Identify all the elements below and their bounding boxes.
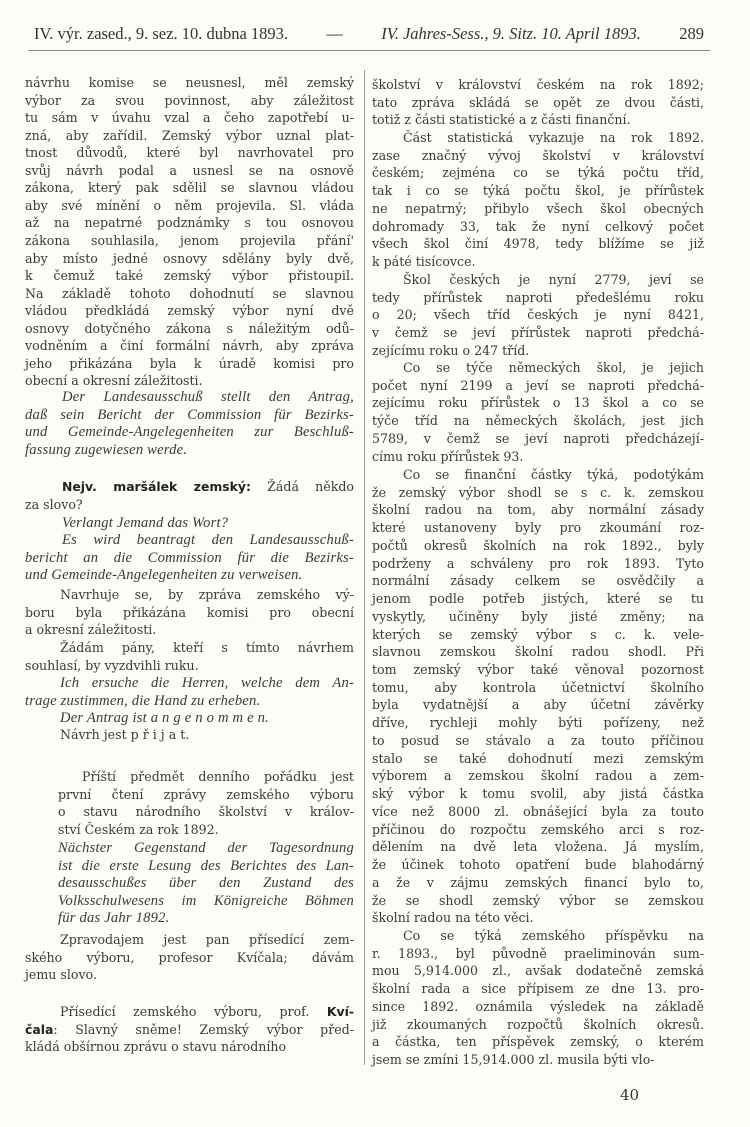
text-line: für das Jahr 1892. — [58, 910, 170, 927]
text-line: výbor za svou povinnost, aby záležitost — [25, 92, 354, 108]
text-line: o stavu národního školství v králov- — [58, 804, 354, 820]
text-line: desausschußes über den Zustand des — [58, 875, 354, 892]
text-line — [25, 1021, 354, 1039]
text-line: Zpravodajem jest pan přísedící zem- — [60, 932, 354, 947]
text-line: ne nepatrný; přibylo všech škol obecných — [372, 200, 704, 216]
text-line: Verlangt Jemand das Wort? — [62, 515, 229, 531]
text-line: jemu slovo. — [25, 967, 97, 983]
text-line: slavnou zemskou školní radou shodl. Při — [372, 644, 704, 660]
text-line: aby místo jedné osnovy sdělány byly dvě, — [25, 250, 354, 266]
text-line: 5789, v čemž se jeví naproti předcházejí- — [372, 430, 704, 446]
text-line: fassung zugewiesen werde. — [25, 441, 188, 458]
text-line: mou 5,914.000 zl., avšak dodatečně zemská — [372, 963, 704, 979]
text-line: Navrhuje se, by zpráva zemského vý- — [60, 587, 354, 602]
text-line: výborem a zemskou školní radou a zem- — [372, 768, 704, 784]
text-line: vládou předkládá zemský výbor nyní dvě — [25, 303, 354, 319]
text-line: dělením na dvě leta vložena. Já myslím, — [372, 839, 704, 855]
text-line: ist die erste Lesung des Berichtes des Lan- — [58, 857, 354, 874]
text-line: kládá obšírnou zprávu o stavu národního — [25, 1039, 287, 1055]
text-segment: : Slavný sněme! Zemský výbor před- — [53, 1021, 354, 1037]
text-line: k páté tisícovce. — [372, 254, 476, 270]
text-line: daß sein Bericht der Commission für Bezirks- — [25, 406, 354, 423]
text-line: týče tříd na německých školách, jest jich — [372, 413, 704, 429]
text-line: totiž z části statistické a z části finanční. — [372, 112, 631, 128]
text-line: návrhu komise se neusnesl, měl zemský — [25, 75, 354, 90]
text-line: podrženy a schváleny pro rok 1893. Tyto — [372, 555, 704, 571]
signature-mark: 40 — [620, 1086, 640, 1104]
text-line: zákona, který pak sdělil se slavnou vládou — [25, 180, 354, 196]
text-line: bericht an die Commission für die Bezirks- — [25, 549, 354, 566]
text-line: a okresní záležitosti. — [25, 622, 157, 638]
text-line: že zemský výbor shodl se s c. k. zemskou — [372, 484, 704, 500]
text-line: Es wird beantragt den Landesausschuß- — [62, 532, 354, 548]
text-segment: Přísedící zemského výboru, prof. — [60, 1004, 327, 1019]
text-line: že účinek tohoto opatření bude blahodárný — [372, 857, 704, 873]
text-line — [60, 1003, 354, 1021]
text-line: jeho přikázána byla k úradě komisi pro — [25, 355, 354, 371]
text-line: zejícímu roku přírůstek o 13 škol a co se — [372, 395, 704, 411]
text-line: osnovy dotyčného zákona s náležitým odů- — [25, 320, 354, 336]
text-line: normální zásady celkem se osvědčily a — [372, 573, 704, 589]
running-header — [34, 24, 704, 46]
text-line: vyskytly, učiněny byly jisté změny; na — [372, 608, 704, 624]
text-line: zase značný vývoj školství v království — [372, 147, 704, 163]
text-line: to posud se stávalo a za touto příčinou — [372, 732, 704, 748]
text-line: Část statistická vykazuje na rok 1892. — [403, 130, 704, 145]
text-line: obecní a okresní záležitosti. — [25, 373, 203, 389]
text-line: kterých se zemský výbor s c. k. vele- — [372, 626, 704, 642]
text-line: které ustanoveny byly pro zkoumání roz- — [372, 520, 704, 536]
text-line: o 20; všech tříd českých je nyní 8421, — [372, 307, 704, 323]
text-line: tato zpráva skládá se opět ze dvou části, — [372, 94, 704, 110]
text-line: Co se týká zemského příspěvku na — [403, 928, 704, 943]
text-line: zejícímu roku o 247 tříd. — [372, 342, 530, 358]
text-line: Ich ersuche die Herren, welche dem An- — [60, 675, 354, 691]
text-line: Co se týče německých škol, je jejich — [403, 360, 704, 375]
text-line: k čemuž také zemský výbor přistoupil. — [25, 268, 354, 284]
column-divider — [364, 70, 365, 1065]
text-line: jsem se zmíni 15,914.000 zl. musila býti vlo- — [372, 1052, 655, 1068]
text-line: címu roku přírůstek 93. — [372, 448, 524, 464]
text-line: tomu, aby kontrola účetnictví školního — [372, 679, 704, 695]
text-line: und Gemeinde-Angelegenheiten zu verweisen. — [25, 567, 303, 584]
text-line: dříve, rychleji mohly býti pořízeny, než — [372, 715, 704, 731]
text-line: Nächster Gegenstand der Tagesordnung — [58, 840, 354, 856]
text-line: v čemž se jeví přírůstek naproti předchá- — [372, 325, 704, 341]
text-line: Der Landesausschuß stellt den Antrag, — [62, 389, 354, 405]
text-line: a že v zájmu zemských financí bylo to, — [372, 874, 704, 890]
text-line: jenom podle potřeb jistých, které se tu — [372, 591, 704, 607]
header-german: IV. Jahres-Sess., 9. Sitz. 10. April 1893. — [381, 24, 641, 43]
text-line: tnost důvodů, které byl navrhovatel pro — [25, 145, 354, 161]
text-line: aby své mínění o něm projevila. Sl. vláda — [25, 197, 354, 213]
text-line: tedy přírůstek naproti předešlému roku — [372, 289, 704, 305]
text-line: Návrh jest p ř i j a t. — [60, 727, 190, 742]
text-line: Co se finanční částky týká, podotýkám — [403, 467, 704, 482]
speaker-name: Kví- — [326, 1004, 354, 1019]
text-line: vodněním a činí formální návrh, aby zpráva — [25, 338, 354, 354]
text-line: tak i co se týká počtu škol, je přírůstek — [372, 183, 704, 199]
text-line: Žádám pány, kteří s tímto návrhem — [60, 640, 354, 655]
header-rule — [28, 50, 710, 51]
text-line: počet nyní 2199 a jeví se naproti předchá- — [372, 377, 704, 393]
text-line: Volksschulwesens im Königreiche Böhmen — [58, 892, 354, 909]
text-line: již zkoumaných rozpočtů školních okresů. — [372, 1016, 704, 1032]
text-line: ského výboru, profesor Kvíčala; dávám — [25, 949, 354, 965]
text-line: první čtení zprávy zemského výboru — [58, 786, 354, 802]
header-czech: IV. výr. zased., 9. sez. 10. dubna 1893. — [34, 24, 289, 43]
text-line: boru byla přikázána komisi pro obecní — [25, 604, 354, 620]
text-line: svůj návrh podal a usnesl se na osnově — [25, 162, 354, 178]
text-line: za slovo? — [25, 496, 83, 512]
text-line: Na základě tohoto dohodnutí se slavnou — [25, 285, 354, 301]
text-line: a částka, ten příspěvek zemský, o kterém — [372, 1034, 704, 1050]
speaker-name: čala — [25, 1021, 54, 1037]
text-line: souhlasí, by vyzdvihli ruku. — [25, 657, 199, 673]
page-number: 289 — [679, 24, 704, 43]
text-line: školní radou na této věci. — [372, 910, 534, 926]
text-line: ství Českém za rok 1892. — [58, 821, 219, 837]
header-dash: — — [326, 24, 343, 43]
text-line: českém; zejména co se týká počtu tříd, — [372, 165, 704, 181]
text-line: und Gemeinde-Angelegenheiten zur Beschluß- — [25, 424, 354, 441]
text-line: školní rada a sice přípisem ze dne 13. pro- — [372, 981, 704, 997]
text-line: dohromady 33, tak že nyní celkový počet — [372, 218, 704, 234]
text-line: Škol českých je nyní 2779, jeví se — [403, 272, 704, 287]
text-line: příčinou do rozpočtu zemského arci s roz- — [372, 821, 704, 837]
text-line: stalo se také dohodnutí mezi zemským — [372, 750, 704, 766]
text-line: všech škol činí 4978, tedy blížíme se již — [372, 236, 704, 252]
text-line: tom zemský výbor také věnoval pozornost — [372, 662, 704, 678]
text-line: zákona souhlasila, jenom projevila přání' — [25, 232, 354, 248]
text-line: Der Antrag ist a n g e n o m m e n. — [60, 710, 270, 726]
text-line: trage zustimmen, die Hand zu erheben. — [25, 692, 261, 709]
text-segment: Žádá někdo — [250, 479, 354, 494]
text-line: tu sám v úvahu vzal a čeho zapotřebí u- — [25, 110, 354, 126]
text-line: byla vydatnější a aby účetní závěrky — [372, 697, 704, 713]
text-line: více než 8000 zl. obnášející byla za touto — [372, 803, 704, 819]
text-line: since 1892. oznámila výsledek na základě — [372, 998, 704, 1014]
text-line: školní radou na tom, aby normální zásady — [372, 502, 704, 518]
text-line: že se shodl zemský výbor se zemskou — [372, 892, 704, 908]
text-line — [62, 478, 354, 496]
text-line: až na nepatrné podznámky s tou osnovou — [25, 215, 354, 231]
speaker-name: Nejv. maršálek zemský: — [62, 479, 251, 494]
text-line: ský výbor k tomu svolil, aby jistá částka — [372, 786, 704, 802]
text-line: r. 1893., byl původně praeliminován sum- — [372, 945, 704, 961]
text-line: Příští předmět denního pořádku jest — [82, 769, 354, 784]
text-line: zná, aby zařídil. Zemský výbor uznal plat- — [25, 127, 354, 143]
text-line: školství v království českém na rok 1892; — [372, 77, 704, 92]
text-line: počtů okresů školních na rok 1892., byly — [372, 537, 704, 553]
